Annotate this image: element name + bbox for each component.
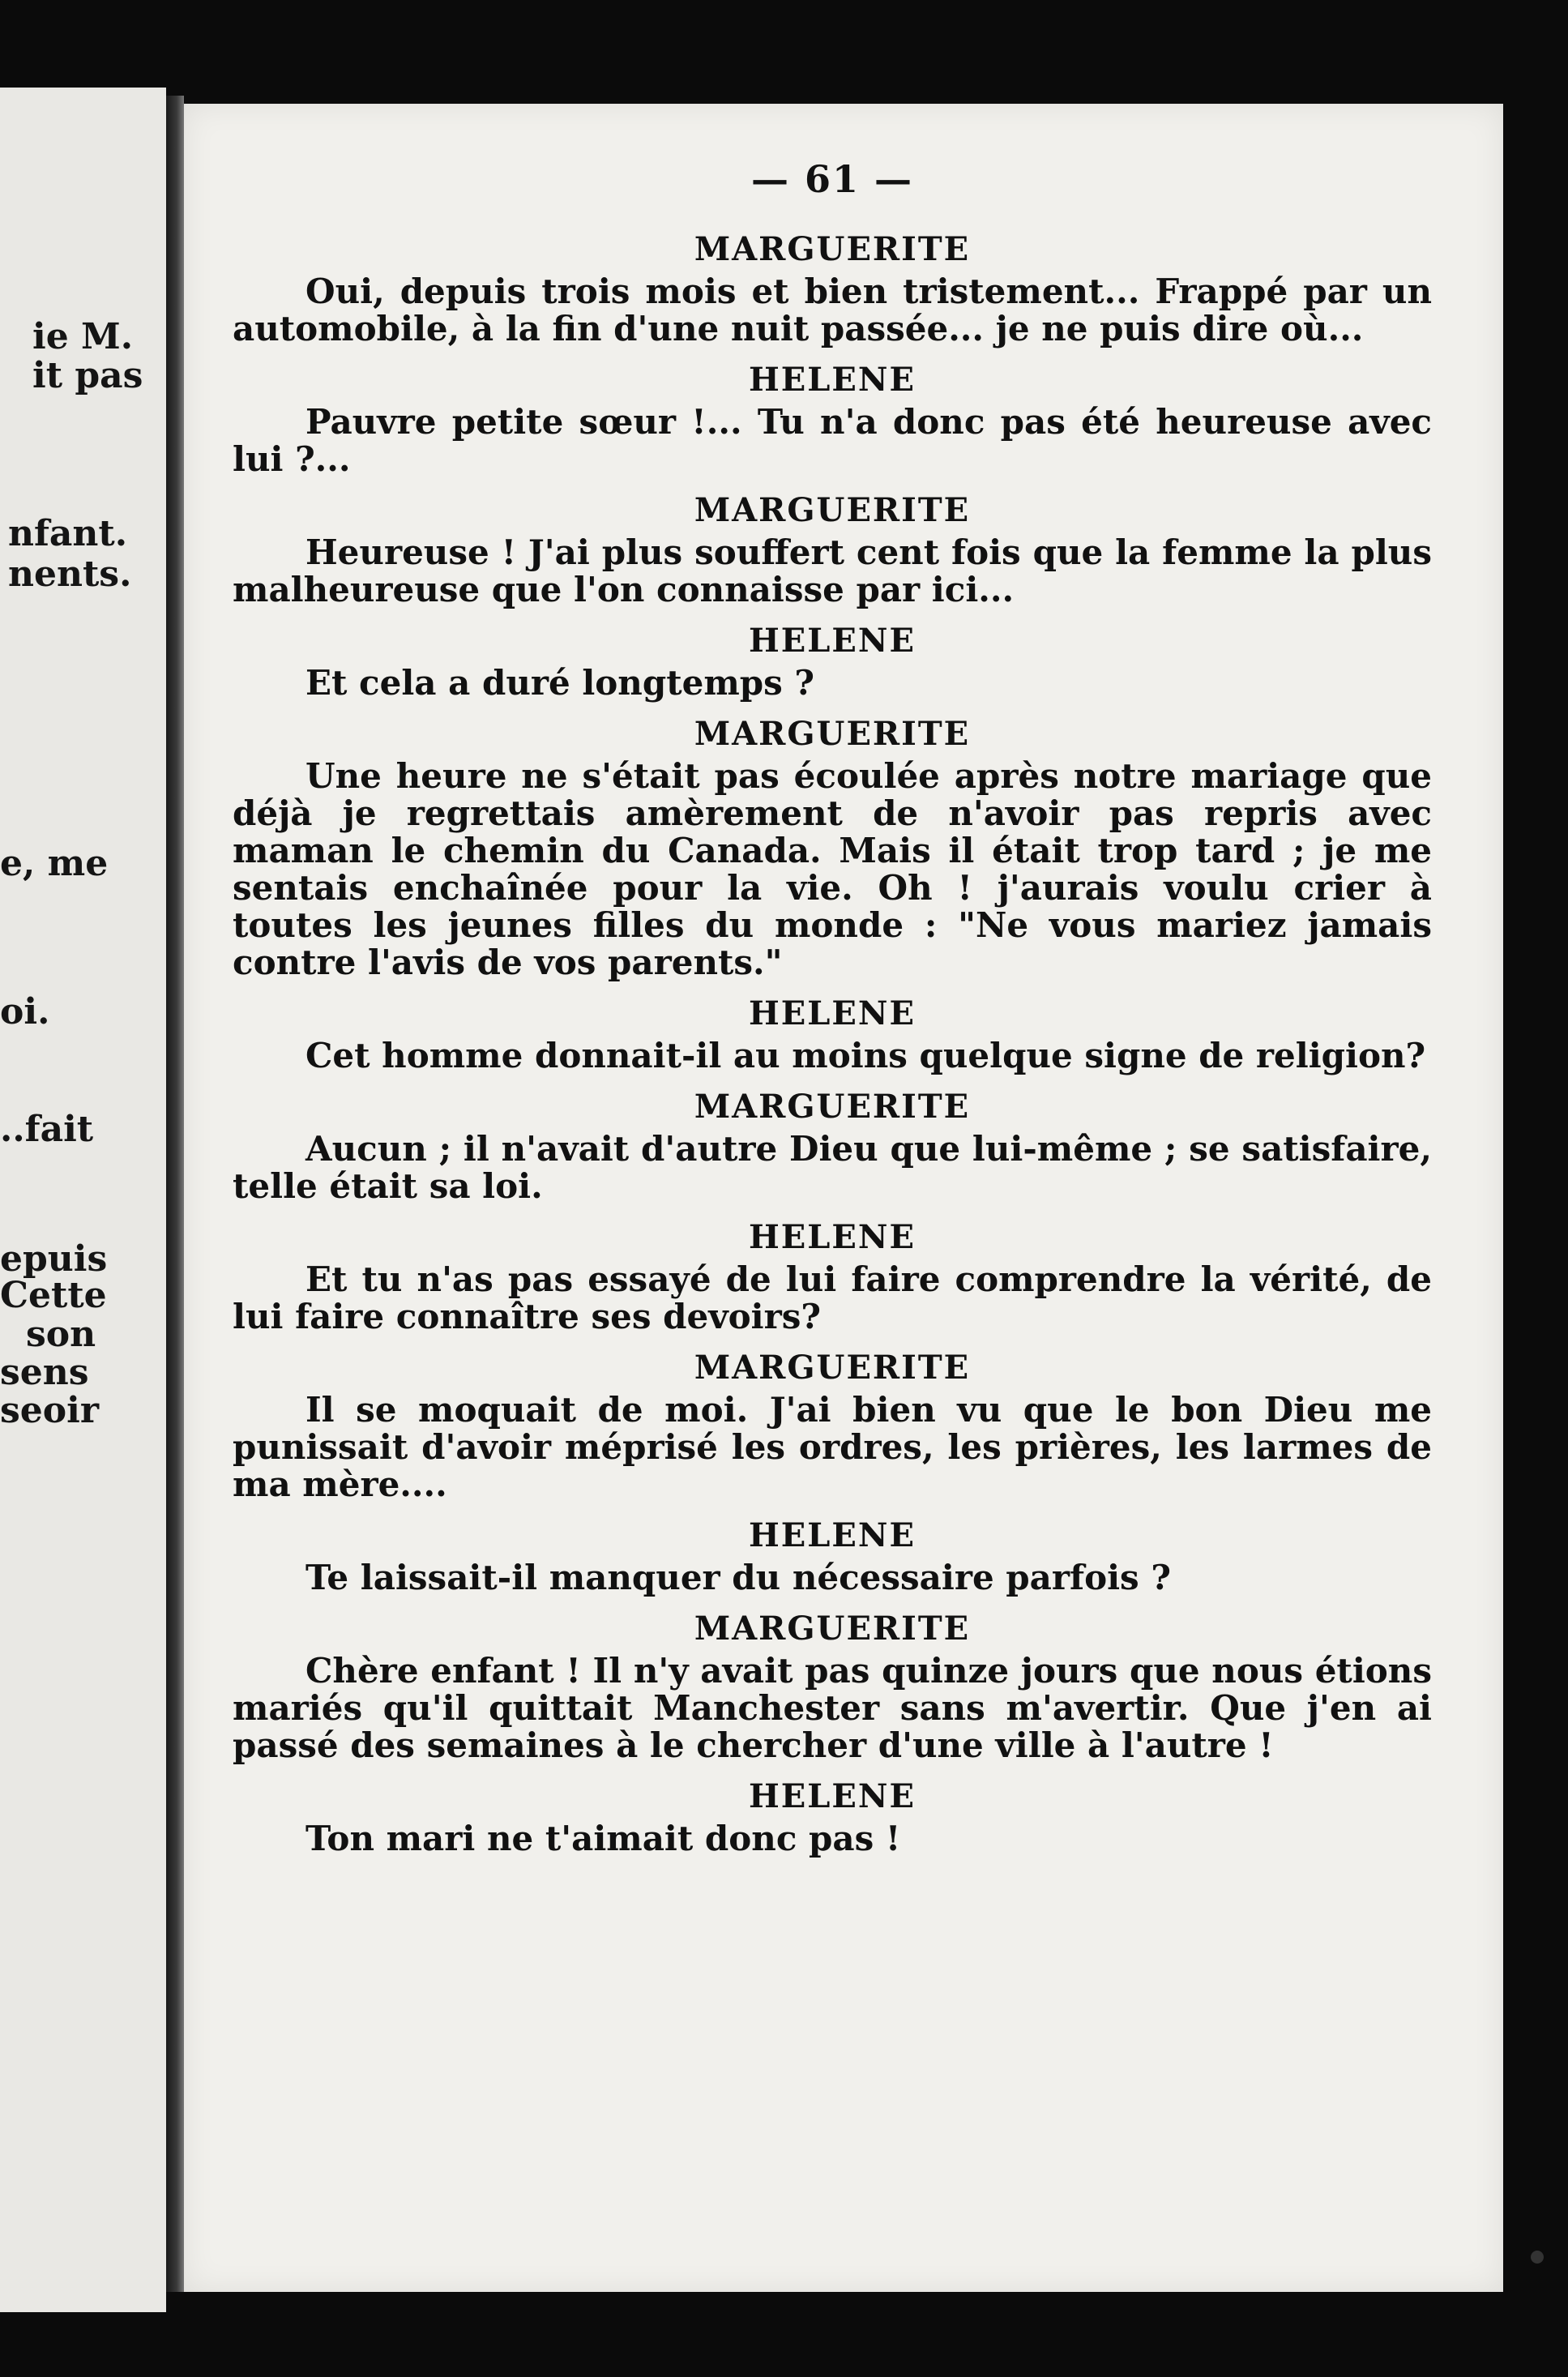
speaker-name: HELENE [749,994,916,1032]
dialogue-text: Et tu n'as pas essayé de lui faire comprendre la vérité, de lui faire connaître ses devoirs? [233,1259,1432,1336]
dialogue-block [233,1088,1432,1205]
left-text-fragment: it pas [32,355,143,396]
dialogue-block [233,491,1432,609]
book-gutter [166,96,184,2292]
dialogue-block [233,1516,1432,1597]
speaker-name: HELENE [749,622,916,660]
book-page [184,104,1503,2292]
left-text-fragment: epuis [0,1238,108,1280]
left-text-fragment: Cette [0,1275,107,1316]
page-number: — 61 — [750,157,914,201]
speaker-name: MARGUERITE [694,491,971,529]
dialogue-block [233,1218,1432,1336]
speaker-name: HELENE [749,1218,916,1256]
dialogue-block [233,230,1432,348]
dialogue-block [233,1610,1432,1764]
left-text-fragment: seoir [0,1390,100,1431]
left-text-fragment: son [26,1314,96,1355]
left-text-fragment: e, me [0,843,109,884]
dialogue-text: Heureuse ! J'ai plus souffert cent fois que la femme la plus malheureuse que l'on connaisse par ici... [233,532,1432,609]
dialogue-block [233,1349,1432,1503]
speaker-name: HELENE [749,361,916,399]
dialogue-block [233,1777,1432,1858]
speaker-name: MARGUERITE [694,230,971,268]
dialogue-text: Et cela a duré longtemps ? [305,663,815,703]
dialogue-block [233,361,1432,478]
left-text-fragment: oi. [0,991,50,1032]
dialogue-block [233,994,1432,1075]
left-text-fragment: nfant. [8,513,128,554]
speaker-name: MARGUERITE [694,1349,971,1387]
dialogue-text: Pauvre petite sœur !... Tu n'a donc pas été heureuse avec lui ?... [233,402,1432,479]
dialogue-text: Ton mari ne t'aimait donc pas ! [305,1819,901,1858]
speaker-name: HELENE [749,1777,916,1815]
speaker-name: MARGUERITE [694,1610,971,1648]
dialogue-text: Aucun ; il n'avait d'autre Dieu que lui-même ; se satisfaire, telle était sa loi. [233,1129,1432,1206]
paper-speck [1531,2251,1544,2264]
page-content [233,157,1432,1869]
left-text-fragment: sens [0,1352,89,1393]
speaker-name: MARGUERITE [694,715,971,753]
speaker-name: HELENE [749,1516,916,1554]
dialogue-text: Te laissait-il manquer du nécessaire parfois ? [305,1558,1171,1597]
dialogue-block [233,715,1432,981]
dialogue-text: Cet homme donnait-il au moins quelque signe de religion? [305,1036,1426,1075]
dialogue-text: Oui, depuis trois mois et bien tristement... Frappé par un automobile, à la fin d'une nuit passée... je ne puis dire où... [233,271,1432,348]
dialogue-text: Une heure ne s'était pas écoulée après notre mariage que déjà je regrettais amèrement de n'avoir pas repris avec maman le chemin du Canada. Mais il était trop tard ; je me sentais enchaînée pour la vie. Oh ! j'aurais voulu crier à toutes les jeunes filles du monde : "Ne vous mariez jamais contre l'avis de vos parents." [233,756,1432,982]
left-text-fragment: nents. [8,554,132,595]
speaker-name: MARGUERITE [694,1088,971,1126]
dialogue-text: Chère enfant ! Il n'y avait pas quinze jours que nous étions mariés qu'il quittait Manchester sans m'avertir. Que j'en ai passé des semaines à le chercher d'une ville à l'autre ! [233,1651,1432,1765]
dialogue-text: Il se moquait de moi. J'ai bien vu que le bon Dieu me punissait d'avoir méprisé les ordres, les prières, les larmes de ma mère.... [233,1390,1432,1504]
left-page-fragment [0,88,166,2312]
left-text-fragment: ie M. [32,316,134,357]
left-text-fragment: ..fait [0,1109,94,1150]
dialogue-block [233,622,1432,702]
